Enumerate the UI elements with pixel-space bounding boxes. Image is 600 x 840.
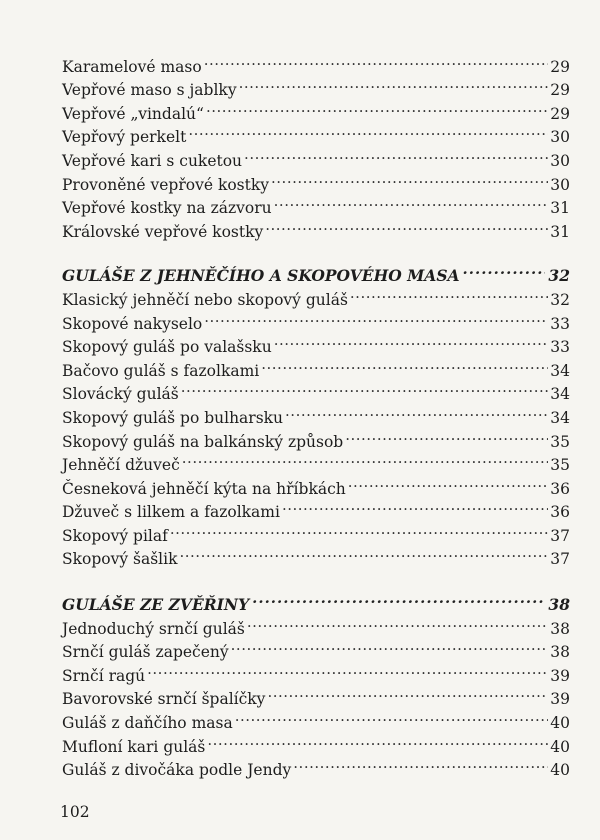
entry-title: Skopový šašlik: [62, 550, 178, 569]
entry-title: Vepřové „vindalú“: [62, 104, 204, 123]
entry-page: 36: [550, 503, 570, 522]
dot-leader: [282, 494, 548, 518]
entry-page: 31: [550, 222, 570, 241]
entry-title: Skopový pilaf: [62, 526, 168, 545]
entry-page: 32: [550, 290, 570, 309]
dot-leader: [170, 517, 548, 541]
table-of-contents: [62, 48, 570, 780]
dot-leader: [271, 166, 548, 190]
entry-title: Provoněné vepřové kostky: [62, 175, 270, 194]
entry-title: Vepřový perkelt: [62, 128, 187, 147]
entry-page: 34: [550, 361, 570, 380]
dot-leader: [239, 72, 549, 96]
entry-page: 34: [550, 385, 570, 404]
section-heading: [62, 586, 570, 615]
section-page: 38: [548, 595, 570, 615]
entry-page: 29: [550, 104, 570, 123]
entry-page: 30: [550, 151, 570, 170]
entry-page: 33: [550, 338, 570, 357]
dot-leader: [204, 305, 548, 329]
section-lamb-mutton: [62, 258, 570, 569]
entry-page: 38: [550, 643, 570, 662]
dot-leader: [231, 634, 549, 658]
entry-page: 36: [550, 479, 570, 498]
entry-title: Královské vepřové kostky: [62, 222, 264, 241]
entry-page: 37: [550, 550, 570, 569]
entry-title: Džuveč s lilkem a fazolkami: [62, 503, 280, 522]
entry-page: 29: [550, 57, 570, 76]
entry-title: Jehněčí džuveč: [62, 456, 180, 475]
entry-page: 30: [550, 175, 570, 194]
entry-title: Skopový guláš po valašsku: [62, 338, 272, 357]
entry-title: Bačovo guláš s fazolkami: [62, 361, 260, 380]
dot-leader: [285, 399, 548, 423]
entry-page: 31: [550, 199, 570, 218]
entry-title: Mufloní kari guláš: [62, 737, 206, 756]
dot-leader: [350, 281, 548, 305]
dot-leader: [348, 470, 549, 494]
entry-title: Slovácký guláš: [62, 385, 179, 404]
entry-title: Skopový guláš po bulharsku: [62, 408, 284, 427]
entry-page: 35: [550, 432, 570, 451]
dot-leader: [207, 728, 548, 752]
dot-leader: [206, 95, 548, 119]
entry-page: 40: [550, 737, 570, 756]
dot-leader: [235, 704, 549, 728]
dot-leader: [265, 213, 548, 237]
dot-leader: [244, 142, 548, 166]
dot-leader: [274, 190, 549, 214]
section-title: GULÁŠE Z JEHNĚČÍHO A SKOPOVÉHO MASA: [62, 266, 460, 286]
entry-title: Česneková jehněčí kýta na hříbkách: [62, 479, 346, 498]
dot-leader: [463, 258, 546, 282]
section-game: [62, 586, 570, 780]
entry-page: 39: [550, 666, 570, 685]
entry-page: 34: [550, 408, 570, 427]
entry-page: 39: [550, 690, 570, 709]
entry-title: Srnčí ragú: [62, 666, 146, 685]
dot-leader: [274, 329, 549, 353]
entry-title: Skopové nakyselo: [62, 314, 203, 333]
section-heading: [62, 258, 570, 286]
entry-page: 29: [550, 81, 570, 100]
entry-title: Klasický jehněčí nebo skopový guláš: [62, 290, 348, 309]
dot-leader: [182, 447, 548, 471]
entry-page: 37: [550, 526, 570, 545]
intro-entries: [62, 48, 570, 241]
entry-page: 30: [550, 128, 570, 147]
entry-title: Skopový guláš na balkánský způsob: [62, 432, 344, 451]
entry-title: Vepřové kostky na zázvoru: [62, 199, 272, 218]
dot-leader: [261, 352, 548, 376]
dot-leader: [180, 541, 549, 565]
entry-page: 40: [550, 761, 570, 780]
entry-title: Jednoduchý srnčí guláš: [62, 619, 245, 638]
dot-leader: [247, 610, 548, 634]
dot-leader: [181, 376, 549, 400]
entry-title: Bavorovské srnčí špalíčky: [62, 690, 266, 709]
dot-leader: [345, 423, 548, 447]
entry-title: Guláš z daňčího masa: [62, 714, 233, 733]
entry-page: 33: [550, 314, 570, 333]
entry-title: Vepřové maso s jablky: [62, 81, 237, 100]
dot-leader: [147, 657, 548, 681]
dot-leader: [204, 48, 549, 72]
entry-page: 40: [550, 714, 570, 733]
section-page: 32: [548, 266, 570, 286]
toc-entry: [62, 48, 570, 76]
entry-title: Srnčí guláš zapečený: [62, 643, 229, 662]
dot-leader: [293, 752, 548, 776]
entry-title: Vepřové kari s cuketou: [62, 151, 243, 170]
entry-title: Karamelové maso: [62, 57, 202, 76]
dot-leader: [267, 681, 548, 705]
entry-page: 35: [550, 456, 570, 475]
dot-leader: [188, 119, 548, 143]
entry-title: Guláš z divočáka podle Jendy: [62, 761, 292, 780]
page-number: 102: [60, 803, 90, 821]
entry-page: 38: [550, 619, 570, 638]
section-title: GULÁŠE ZE ZVĚŘINY: [62, 595, 250, 615]
dot-leader: [252, 586, 545, 610]
